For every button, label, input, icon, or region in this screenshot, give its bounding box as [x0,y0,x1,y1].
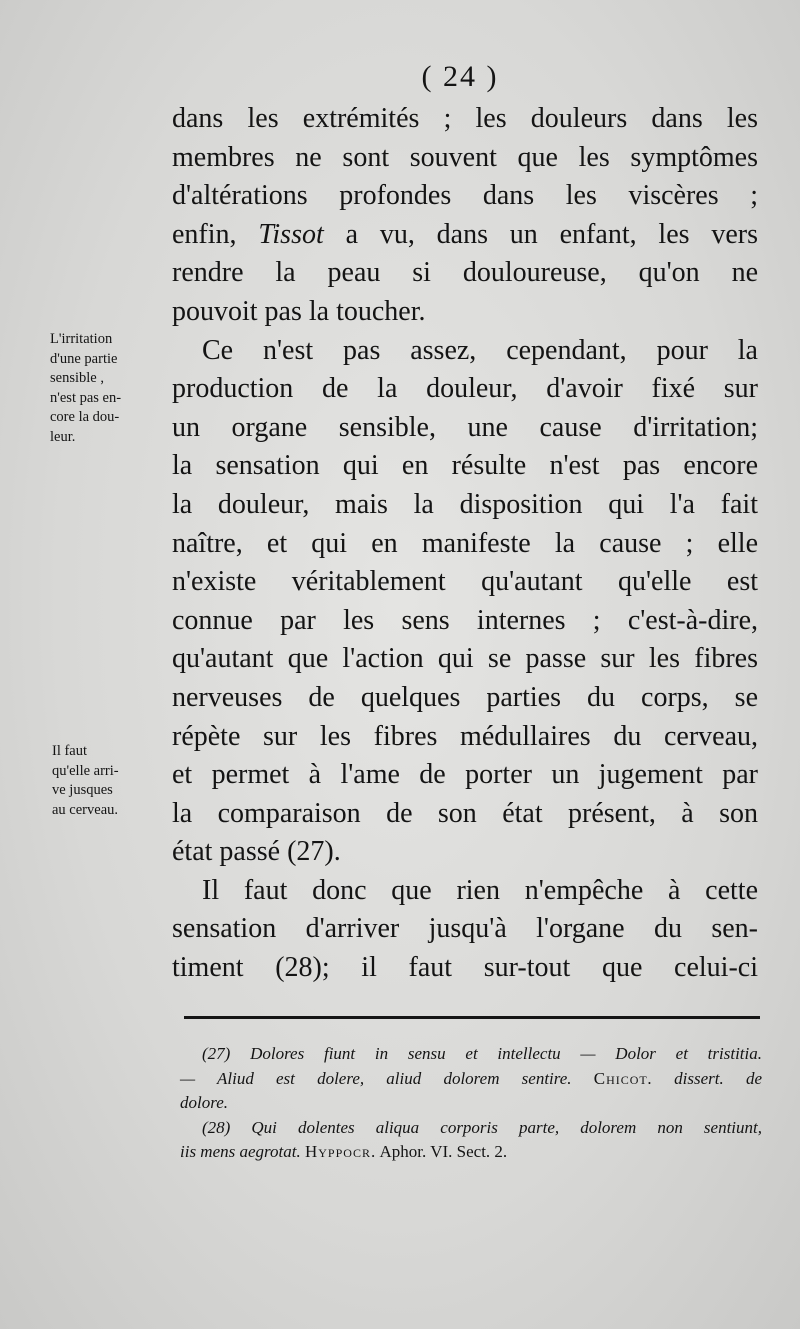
margin-note-line: d'une partie [50,350,118,367]
footnote-28-author: Hyppocr. [304,1142,377,1162]
footnote-rule [184,1016,760,1019]
text-line-18: et permet à l'ame de porter un jugement par [172,759,758,791]
margin-note-line: ve jusques [52,782,113,798]
text-line-7: Ce n'est pas assez, cependant, pour la [202,334,758,366]
footnote-27-line-3: dolore. [180,1093,229,1113]
footnote-27-ref: . dissert. de [647,1068,763,1088]
footnote-27-text: — Aliud est dolere, aliud dolorem sentire. [180,1068,594,1088]
text-line-9: un organe sensible, une cause d'irritation; [172,411,758,443]
text-line-1: dans les extrémités ; les douleurs dans les [172,103,758,134]
footnote-28-line-2 [180,1140,762,1165]
text-line-3: d'altérations profondes dans les viscères ; [172,180,758,212]
footnote-28-text: iis mens aegrotat. [180,1142,305,1162]
text-line-4-b: a vu, dans un enfant, les vers [323,218,758,250]
footnote-28-line-1: (28) Qui dolentes aliqua corporis parte, dolorem non sentiunt, [202,1117,762,1137]
main-text [172,100,758,988]
text-line-20: état passé (27). [172,836,341,868]
footnote-27-line-1: (27) Dolores fiunt in sensu et intellectu — Dolor et tristitia. [202,1044,762,1063]
margin-note-line: core la dou- [50,409,120,425]
margin-note-cerveau [52,742,172,820]
text-line-23: timent (28); il faut sur-tout que celui-ci [172,952,758,984]
text-line-8: production de la douleur, d'avoir fixé sur [172,373,758,405]
margin-note-irritation [50,330,170,447]
footnote-27-author: Chicot [593,1068,648,1088]
margin-note-line: n'est pas en- [50,389,122,406]
text-line-11: la douleur, mais la disposition qui l'a fait [172,488,758,520]
text-line-16: nerveuses de quelques parties du corps, se [172,681,758,713]
author-name-tissot: Tissot [258,218,324,250]
text-line-17: répète sur les fibres médullaires du cerveau, [172,720,758,752]
text-line-4-a: enfin, [172,218,259,250]
text-line-14: connue par les sens internes ; c'est-à-dire, [172,604,758,636]
page-number: ( 24 ) [421,60,499,93]
text-line-5: rendre la peau si douloureuse, qu'on ne [172,257,758,289]
text-line-19: la comparaison de son état présent, à son [172,797,758,829]
margin-note-line: qu'elle arri- [52,762,119,779]
text-line-6: pouvoit pas la toucher. [172,295,426,327]
footnotes [180,1042,762,1165]
margin-note-line: sensible , [50,370,104,386]
text-line-2: membres ne sont souvent que les symptômes [172,141,758,173]
margin-note-line: Il faut [52,743,88,759]
text-line-4 [172,216,758,255]
footnote-28-ref: Aphor. VI. Sect. 2. [376,1142,508,1162]
margin-note-line: leur. [50,428,76,445]
text-line-21: Il faut donc que rien n'empêche à cette [202,874,758,906]
text-line-13: n'existe véritablement qu'autant qu'elle est [172,566,758,598]
text-line-15: qu'autant que l'action qui se passe sur les fibres [172,643,758,675]
footnote-27-line-2 [180,1067,762,1092]
margin-note-line: L'irritation [50,331,113,347]
text-line-12: naître, et qui en manifeste la cause ; elle [172,527,758,559]
text-line-22: sensation d'arriver jusqu'à l'organe du sen- [172,913,758,945]
text-line-10: la sensation qui en résulte n'est pas encore [172,450,758,482]
margin-note-line: au cerveau. [52,801,119,818]
